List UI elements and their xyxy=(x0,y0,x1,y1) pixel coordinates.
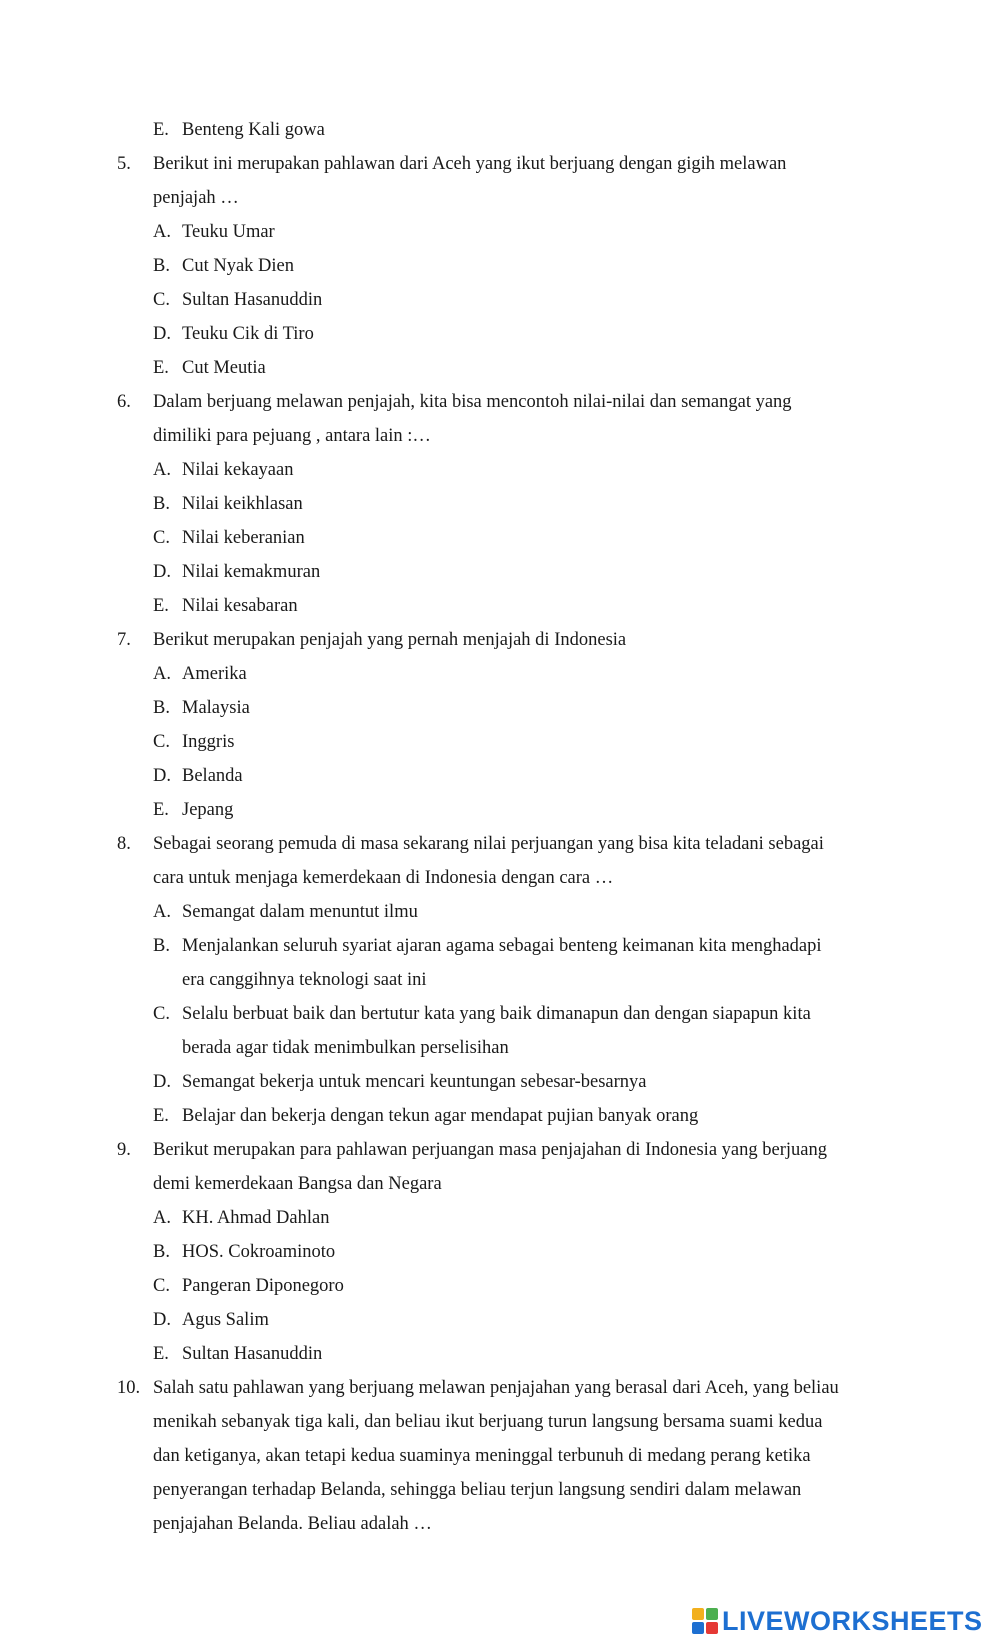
option-text: Agus Salim xyxy=(182,1310,269,1330)
question-number: 7. xyxy=(117,630,131,650)
option-text: berada agar tidak menimbulkan perselisihan xyxy=(182,1038,509,1058)
option-text: Semangat bekerja untuk mencari keuntungan sebesar-besarnya xyxy=(182,1072,647,1092)
option-text: Nilai kesabaran xyxy=(182,596,298,616)
question-text: demi kemerdekaan Bangsa dan Negara xyxy=(153,1174,442,1194)
logo-square xyxy=(692,1608,704,1620)
question-text: dan ketiganya, akan tetapi kedua suaminya meninggal terbunuh di medang perang ketika xyxy=(153,1446,811,1466)
option-letter: C. xyxy=(153,732,170,752)
question-number: 8. xyxy=(117,834,131,854)
logo-square xyxy=(706,1608,718,1620)
option-letter: C. xyxy=(153,528,170,548)
option-text: Teuku Cik di Tiro xyxy=(182,324,314,344)
option-text: Cut Meutia xyxy=(182,358,266,378)
option-text: Benteng Kali gowa xyxy=(182,120,325,140)
brand-name: LIVEWORKSHEETS xyxy=(722,1606,983,1636)
question-text: menikah sebanyak tiga kali, dan beliau ikut berjuang turun langsung bersama suami kedua xyxy=(153,1412,823,1432)
option-letter: C. xyxy=(153,290,170,310)
option-letter: D. xyxy=(153,766,171,786)
option-letter: A. xyxy=(153,222,171,242)
option-text: KH. Ahmad Dahlan xyxy=(182,1208,330,1228)
option-text: Nilai keikhlasan xyxy=(182,494,303,514)
option-letter: A. xyxy=(153,1208,171,1228)
option-letter: C. xyxy=(153,1004,170,1024)
option-letter: B. xyxy=(153,936,170,956)
option-text: Inggris xyxy=(182,732,235,752)
question-text: Dalam berjuang melawan penjajah, kita bisa mencontoh nilai-nilai dan semangat yang xyxy=(153,392,792,412)
option-letter: E. xyxy=(153,120,169,140)
question-text: Sebagai seorang pemuda di masa sekarang nilai perjuangan yang bisa kita teladani sebagai xyxy=(153,834,824,854)
option-letter: B. xyxy=(153,698,170,718)
option-text: Belajar dan bekerja dengan tekun agar mendapat pujian banyak orang xyxy=(182,1106,699,1126)
liveworksheets-brand xyxy=(692,1604,983,1638)
option-letter: D. xyxy=(153,324,171,344)
logo-square xyxy=(692,1622,704,1634)
option-text: Belanda xyxy=(182,766,243,786)
option-text: HOS. Cokroaminoto xyxy=(182,1242,336,1262)
option-letter: E. xyxy=(153,800,169,820)
option-letter: E. xyxy=(153,596,169,616)
option-letter: B. xyxy=(153,256,170,276)
option-letter: A. xyxy=(153,902,171,922)
option-text: Selalu berbuat baik dan bertutur kata yang baik dimanapun dan dengan siapapun kita xyxy=(182,1004,811,1024)
option-text: Jepang xyxy=(182,800,234,820)
option-letter: B. xyxy=(153,494,170,514)
option-letter: B. xyxy=(153,1242,170,1262)
question-text: Salah satu pahlawan yang berjuang melawan penjajahan yang berasal dari Aceh, yang beliau xyxy=(153,1378,839,1398)
option-text: Pangeran Diponegoro xyxy=(182,1276,344,1296)
question-text: dimiliki para pejuang , antara lain :… xyxy=(153,426,431,446)
option-text: Semangat dalam menuntut ilmu xyxy=(182,902,418,922)
question-text: penyerangan terhadap Belanda, sehingga beliau terjun langsung sendiri dalam melawan xyxy=(153,1480,802,1500)
option-text: Amerika xyxy=(182,664,247,684)
liveworksheets-logo-icon xyxy=(692,1608,718,1634)
option-text: Nilai keberanian xyxy=(182,528,305,548)
option-text: Cut Nyak Dien xyxy=(182,256,295,276)
question-text: penjajah … xyxy=(153,188,239,208)
logo-square xyxy=(706,1622,718,1634)
option-letter: A. xyxy=(153,460,171,480)
option-letter: E. xyxy=(153,1106,169,1126)
option-text: Menjalankan seluruh syariat ajaran agama sebagai benteng keimanan kita menghadapi xyxy=(182,936,822,956)
option-letter: D. xyxy=(153,562,171,582)
option-text: Teuku Umar xyxy=(182,222,275,242)
question-text: penjajahan Belanda. Beliau adalah … xyxy=(153,1514,432,1534)
option-letter: D. xyxy=(153,1310,171,1330)
question-text: cara untuk menjaga kemerdekaan di Indonesia dengan cara … xyxy=(153,868,614,888)
question-text: Berikut merupakan penjajah yang pernah menjajah di Indonesia xyxy=(153,630,627,650)
question-number: 6. xyxy=(117,392,131,412)
option-text: Nilai kemakmuran xyxy=(182,562,321,582)
option-text: Nilai kekayaan xyxy=(182,460,294,480)
question-text: Berikut ini merupakan pahlawan dari Aceh yang ikut berjuang dengan gigih melawan xyxy=(153,154,787,174)
option-letter: A. xyxy=(153,664,171,684)
option-letter: E. xyxy=(153,358,169,378)
option-text: Malaysia xyxy=(182,698,250,718)
option-text: era canggihnya teknologi saat ini xyxy=(182,970,427,990)
question-number: 10. xyxy=(117,1378,141,1398)
question-number: 9. xyxy=(117,1140,131,1160)
option-letter: D. xyxy=(153,1072,171,1092)
option-letter: C. xyxy=(153,1276,170,1296)
question-text: Berikut merupakan para pahlawan perjuangan masa penjajahan di Indonesia yang berjuang xyxy=(153,1140,827,1160)
question-number: 5. xyxy=(117,154,131,174)
option-text: Sultan Hasanuddin xyxy=(182,1344,323,1364)
option-letter: E. xyxy=(153,1344,169,1364)
option-text: Sultan Hasanuddin xyxy=(182,290,323,310)
